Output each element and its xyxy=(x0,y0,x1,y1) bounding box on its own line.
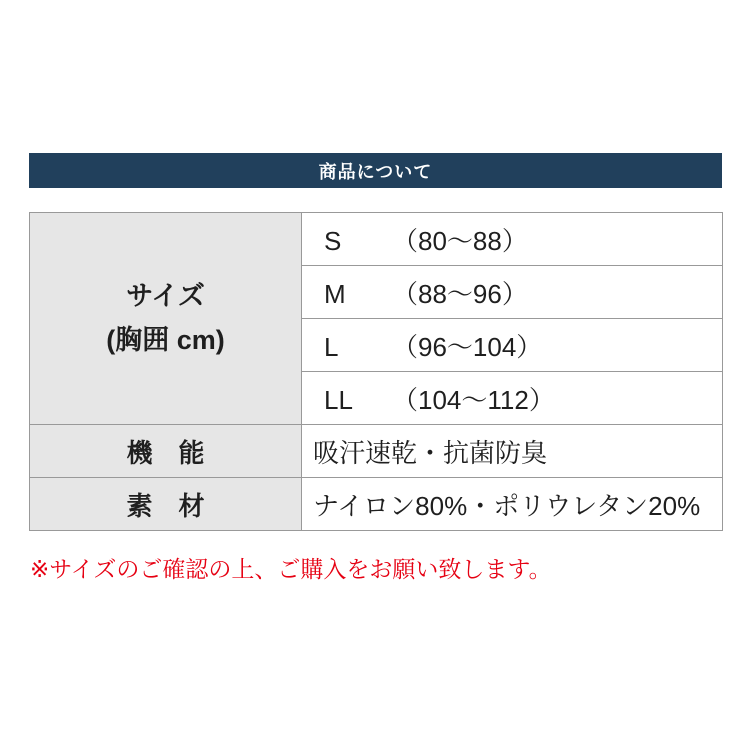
size-letter: L xyxy=(324,331,339,362)
size-row-m xyxy=(302,266,723,319)
size-row-l xyxy=(302,319,723,372)
size-row-ll xyxy=(302,372,723,425)
size-letter: S xyxy=(324,225,342,256)
table-row xyxy=(30,425,723,478)
size-header-cell xyxy=(30,213,302,425)
size-range: （88〜96） xyxy=(392,278,528,309)
size-header-unit: (胸囲 cm) xyxy=(106,324,225,355)
size-caution-note: ※サイズのご確認の上、ご購入をお願い致します。 xyxy=(30,556,552,582)
size-range: （80〜88） xyxy=(392,225,528,256)
size-range: （104〜112） xyxy=(392,384,555,415)
material-label-cell: 素 材 xyxy=(30,478,302,531)
function-value-cell: 吸汗速乾・抗菌防臭 xyxy=(302,425,723,478)
size-range: （96〜104） xyxy=(392,331,543,362)
size-header-label: サイズ xyxy=(126,281,205,312)
size-row-s xyxy=(302,213,723,266)
product-info-table xyxy=(29,212,723,531)
table-row xyxy=(30,478,723,531)
size-letter: LL xyxy=(324,384,353,415)
section-title: 商品について xyxy=(318,161,433,182)
size-letter: M xyxy=(324,278,346,309)
section-header-bar xyxy=(29,153,722,188)
function-label-cell: 機 能 xyxy=(30,425,302,478)
table-row xyxy=(30,213,723,266)
material-value-cell: ナイロン80%・ポリウレタン20% xyxy=(302,478,723,531)
